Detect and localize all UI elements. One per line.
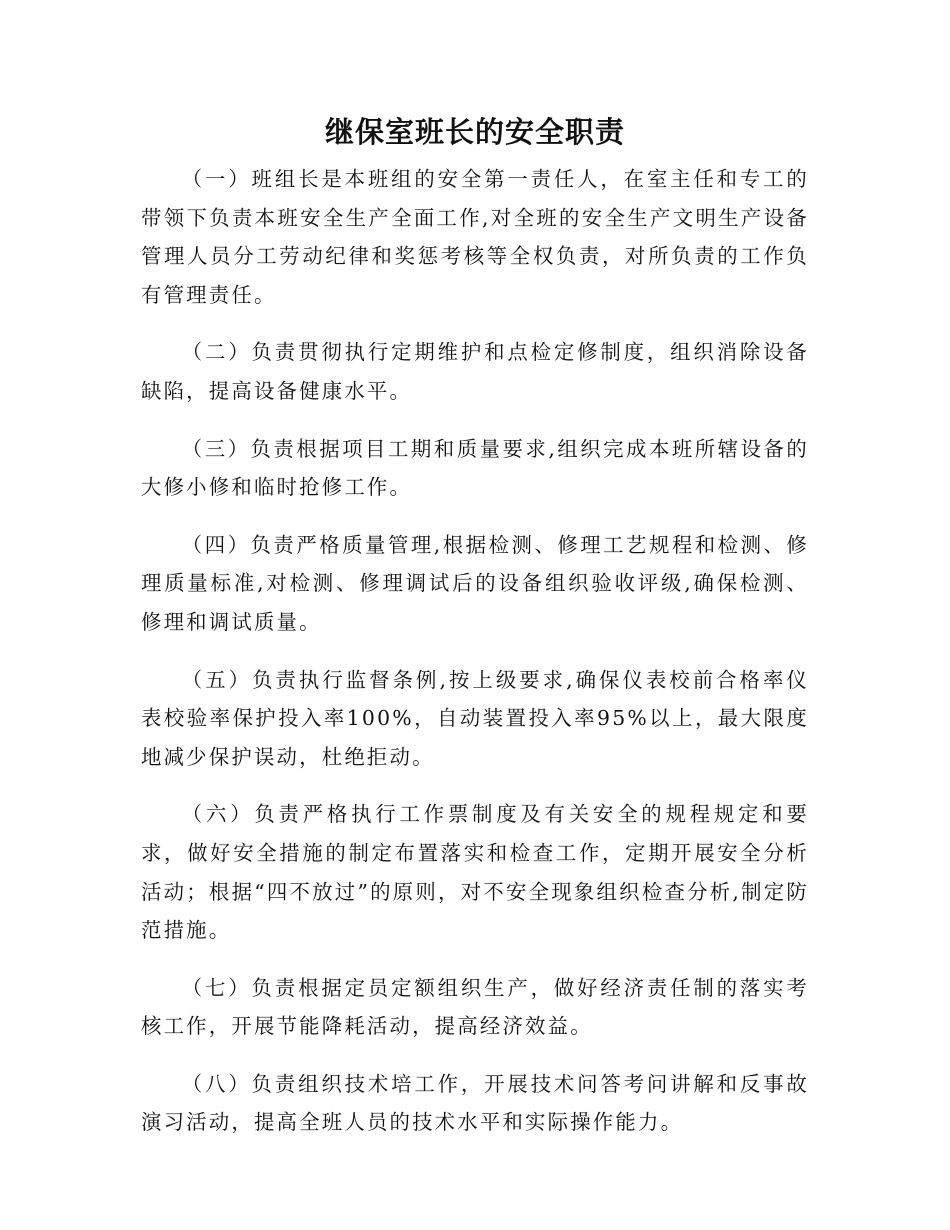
paragraph-3: （三）负责根据项目工期和质量要求,组织完成本班所辖设备的大修小修和临时抢修工作。 bbox=[141, 436, 809, 500]
paragraph-2: （二）负责贯彻执行定期维护和点检定修制度，组织消除设备缺陷，提高设备健康水平。 bbox=[141, 340, 809, 403]
paragraph-5: （五）负责执行监督条例,按上级要求,确保仪表校前合格率仪表校验率保护投入率100%，自动装置投入率95%以上，最大限度地减少保护误动，杜绝拒动。 bbox=[141, 667, 809, 769]
document-body bbox=[141, 160, 809, 1161]
paragraph-8: （八）负责组织技术培工作，开展技术问答考问讲解和反事故演习活动，提高全班人员的技术水平和实际操作能力。 bbox=[141, 1071, 809, 1135]
paragraph-7: （七）负责根据定员定额组织生产，做好经济责任制的落实考核工作，开展节能降耗活动，提高经济效益。 bbox=[141, 975, 809, 1039]
paragraph-4: （四）负责严格质量管理,根据检测、修理工艺规程和检测、修理质量标准,对检测、修理调试后的设备组织验收评级,确保检测、修理和调试质量。 bbox=[141, 532, 809, 634]
paragraph-1: （一）班组长是本班组的安全第一责任人，在室主任和专工的带领下负责本班安全生产全面工作,对全班的安全生产文明生产设备管理人员分工劳动纪律和奖惩考核等全权负责，对所负责的工作负有管理责任。 bbox=[141, 167, 809, 307]
paragraph-6: （六）负责严格执行工作票制度及有关安全的规程规定和要求，做好安全措施的制定布置落实和检查工作，定期开展安全分析活动；根据“四不放过”的原则，对不安全现象组织检查分析,制定防范措施。 bbox=[141, 802, 809, 943]
document-title: 继保室班长的安全职责 bbox=[324, 115, 625, 149]
